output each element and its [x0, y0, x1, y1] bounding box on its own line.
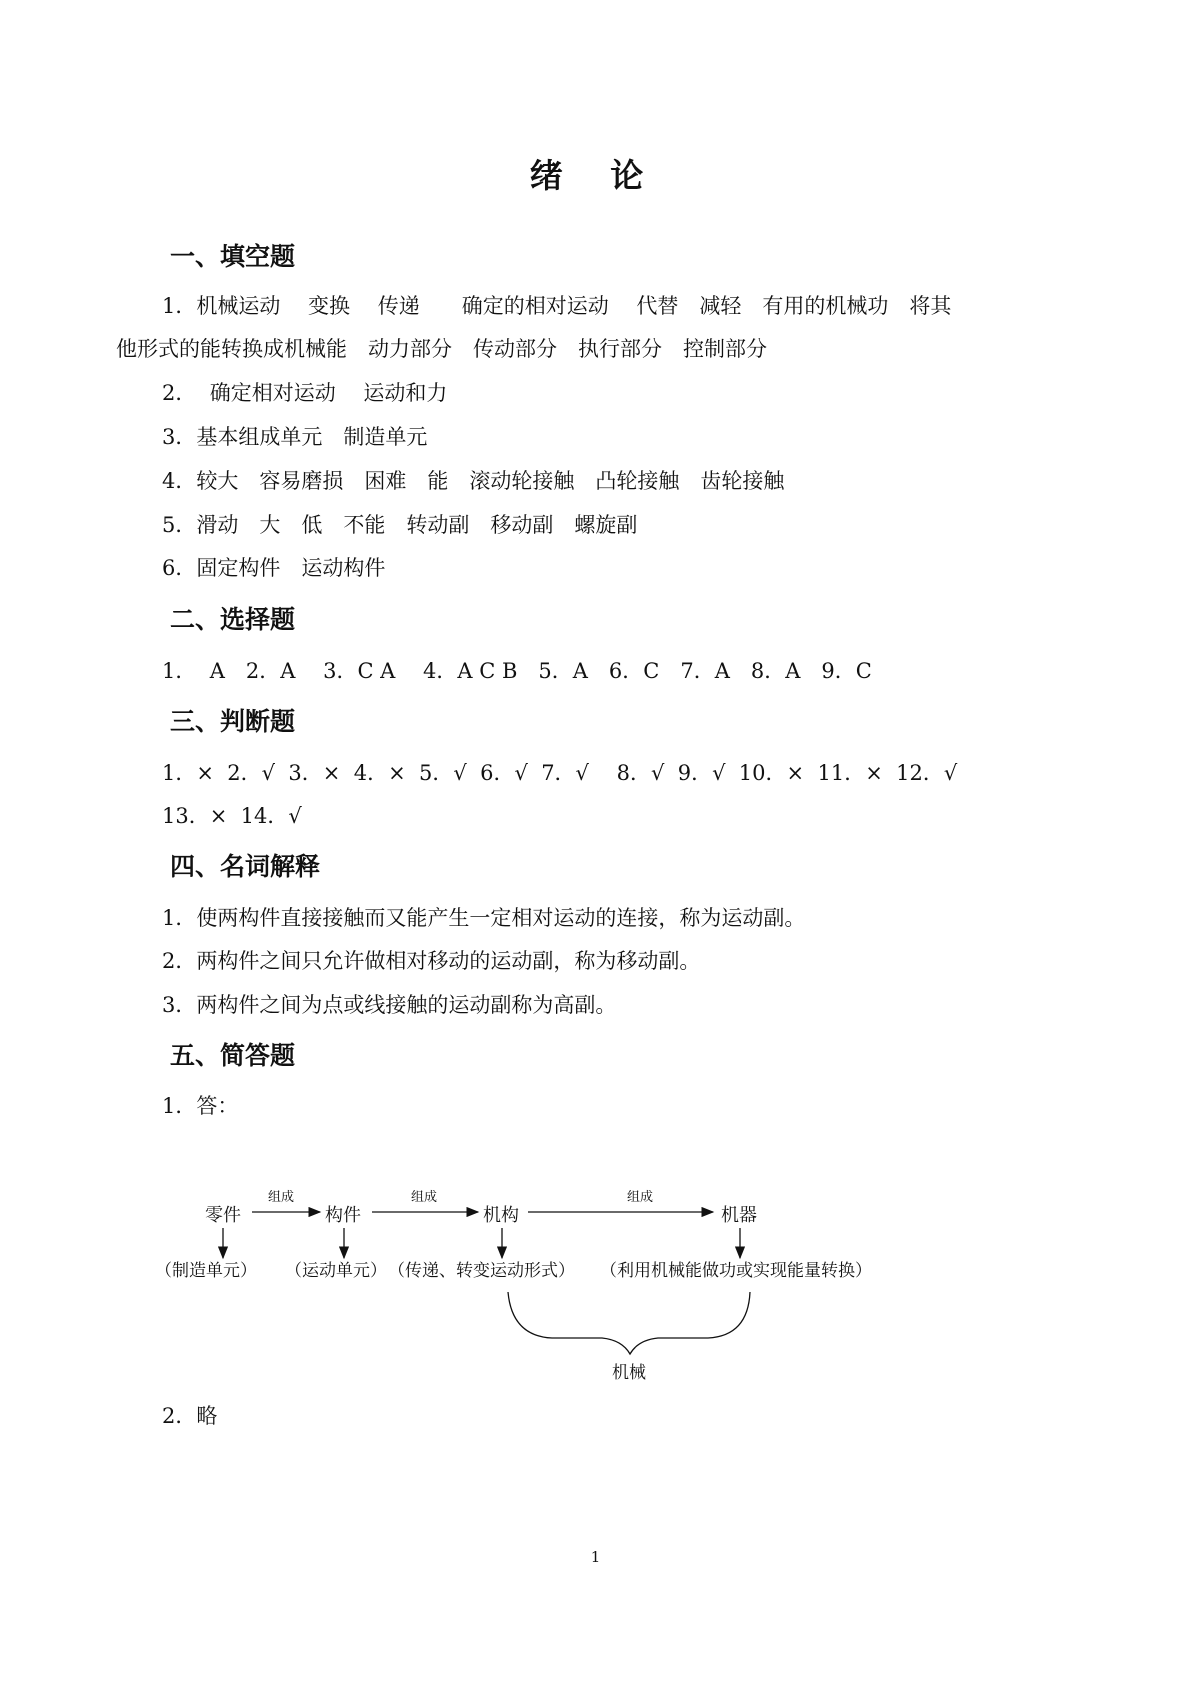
page-title: 绪 论: [529, 156, 662, 195]
section-heading-multiple-choice: 二、选择题: [170, 605, 296, 634]
answer-line: 2．略: [162, 1404, 218, 1428]
answer-line: 1．使两构件直接接触而又能产生一定相对运动的连接，称为运动副。: [162, 906, 806, 930]
page-number: 1: [590, 1548, 601, 1566]
answer-line: 1．答：: [162, 1094, 239, 1118]
answer-line: 3．两构件之间为点或线接触的运动副称为高副。: [162, 993, 617, 1017]
answer-line: 3．基本组成单元 制造单元: [162, 425, 428, 449]
answer-line: 1．× 2．√ 3．× 4．× 5．√ 6．√ 7．√ 8．√ 9．√ 10．× 11．× 12．√: [162, 761, 958, 785]
answer-line: 2． 确定相对运动 运动和力: [162, 381, 448, 405]
composition-diagram: [155, 1190, 1060, 1400]
answer-line: 1．机械运动 变换 传递 确定的相对运动 代替 减轻 有用的机械功 将其: [162, 294, 952, 318]
arrow-label: 组成: [627, 1190, 654, 1205]
node-part: 零件: [205, 1205, 241, 1226]
answer-line: 2．两构件之间只允许做相对移动的运动副，称为移动副。: [162, 949, 701, 973]
note-transmission: （传递、转变运动形式）: [388, 1261, 575, 1281]
section-heading-fill-blank: 一、填空题: [170, 242, 296, 271]
node-member: 构件: [325, 1205, 361, 1226]
node-mechanism: 机构: [483, 1205, 519, 1226]
section-heading-short-answer: 五、简答题: [170, 1041, 296, 1070]
arrow-label: 组成: [268, 1190, 295, 1205]
note-manufacturing-unit: （制造单元）: [155, 1261, 257, 1281]
answer-line: 6．固定构件 运动构件: [162, 556, 386, 580]
section-heading-term-definitions: 四、名词解释: [170, 852, 321, 881]
answer-line: 他形式的能转换成机械能 动力部分 传动部分 执行部分 控制部分: [116, 337, 767, 361]
answer-line: 13．× 14．√: [162, 804, 302, 828]
machinery-brace: [508, 1292, 750, 1354]
section-heading-true-false: 三、判断题: [170, 707, 296, 736]
note-motion-unit: （运动单元）: [285, 1261, 387, 1281]
arrow-label: 组成: [411, 1190, 438, 1205]
brace-label: 机械: [612, 1363, 646, 1383]
node-machine: 机器: [721, 1205, 757, 1226]
note-energy-conversion: （利用机械能做功或实现能量转换）: [600, 1261, 872, 1281]
answer-line: 1． A 2．A 3．C A 4．A C B 5．A 6．C 7．A 8．A 9．C: [162, 659, 872, 683]
diagram-arrows: [160, 1200, 1060, 1400]
answer-line: 4．较大 容易磨损 困难 能 滚动轮接触 凸轮接触 齿轮接触: [162, 469, 785, 493]
answer-line: 5．滑动 大 低 不能 转动副 移动副 螺旋副: [162, 513, 638, 537]
